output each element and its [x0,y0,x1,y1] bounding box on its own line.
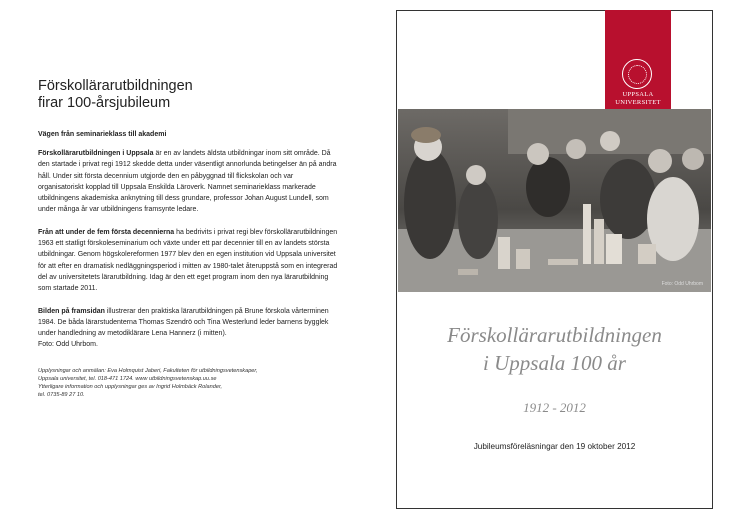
cover-title-line-2: i Uppsala 100 år [483,351,626,375]
title-line-2: firar 100-årsjubileum [38,95,171,111]
university-logo [605,10,671,109]
contact-line-2: Uppsala universitet, tel. 018-471 1724. www utbildningsvetenskap.uu.se [38,375,217,382]
cover-years: 1912 - 2012 [523,400,586,415]
cover-title-line-1: Förskollärarutbildningen [447,323,662,347]
paragraph-2 [38,227,338,295]
paragraph-3-lead: Bilden på framsidan [38,307,105,315]
paragraph-1-body: är en av landets äldsta utbildningar inom sitt område. Då den startade i privat regi 1912 skedde detta under väsentligt annorlunda betingelser än på andra håll. Under sitt första decennium utgjorde den en påbyggnad till flickskolan och var organisatoriskt kopplad till Uppsala Enskilda Läroverk. Namnet seminarieklass markerade utbildningens akademiska anknytning till dess grundare, professor Johan August Lundell, som under många år var utbildningens framsynte ledare. [38,150,337,214]
photo-credit: Foto: Odd Uhrbom [661,281,703,287]
paragraph-3-credit: Foto: Odd Uhrbom. [38,341,98,349]
event-date: Jubileumsföreläsningar den 19 oktober 2012 [473,442,636,451]
logo-text [605,91,671,106]
university-seal-icon [622,59,652,89]
children-building-photo [398,109,711,292]
section-heading: Vägen från seminarieklass till akademi [38,131,167,138]
page-title [38,78,338,112]
contact-line-1: Upplysningar och anmälan: Eva Holmquist Jaberi, Fakulteten för utbildningsvetenskaper, [38,367,258,374]
logo-line-1: UPPSALA [622,91,654,98]
paragraph-1-lead: Förskollärarutbildningen i Uppsala [38,150,154,157]
contact-line-3: Ytterligare information och upplysningar ges av Ingrid Holmbäck Rolander, [38,384,223,391]
paragraph-3 [38,306,338,351]
paragraph-1 [38,148,338,216]
cover-photo [398,109,711,292]
paragraph-3-body: illustrerar den praktiska lärarutbildningen på Brune förskola vårterminen 1984. De båda lärarstudenterna Thomas Szendrö och Tina Westerlund leder barnens bygglek under handledning av metodiklärare Lena Hannerz (i mitten). [38,307,329,338]
logo-line-2: UNIVERSITET [615,98,661,106]
info-column [38,78,338,400]
paragraph-2-body: ha bedrivits i privat regi blev förskollärarutbildningen 1963 ett statligt förskoleseminarium och växte under ett par decennier till en av landets största utbildningar. Genom högskolereformen 1977 blev den en egen institution vid Uppsala universitet för att efter en dramatisk nedläggningsperiod i mitten av 1980-talet återuppstå som en integrerad del av universitetets lärarutbildning. Idag är den ett eget program inom den nya lärarutbildning som startade 2011. [38,228,338,293]
contact-info [38,367,338,400]
cover-page [396,10,713,509]
title-line-1: Förskollärarutbildningen [38,78,193,94]
contact-line-4: tel. 0735-89 27 10. [38,392,85,399]
paragraph-2-lead: Från att under de fem första decennierna [38,228,175,236]
